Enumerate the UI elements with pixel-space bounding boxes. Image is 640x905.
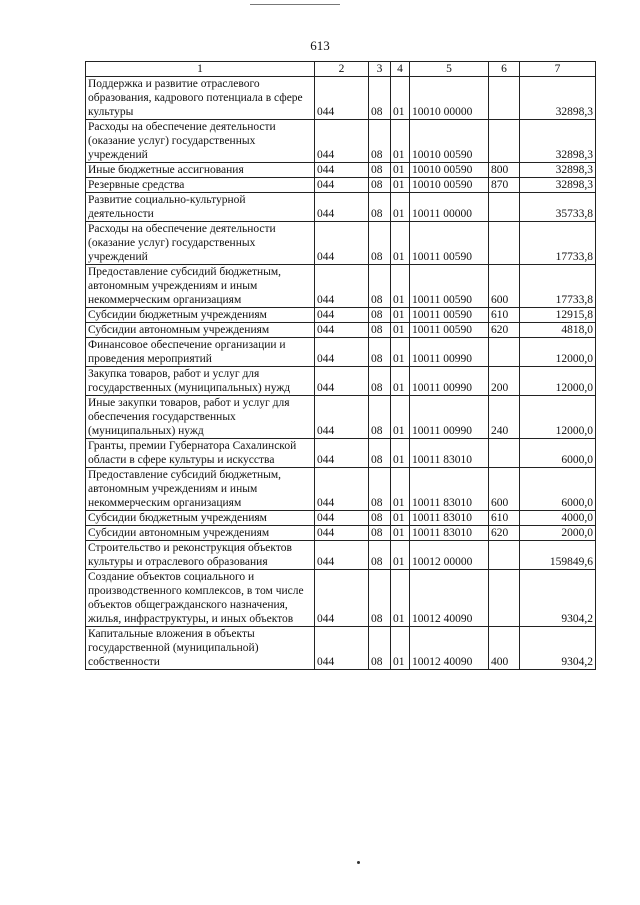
row-col-5: 10010 00000 <box>410 77 489 120</box>
row-col-3: 08 <box>369 468 391 511</box>
row-col-6: 600 <box>489 265 520 308</box>
row-col-6 <box>489 570 520 627</box>
row-col-6 <box>489 77 520 120</box>
table-row <box>86 120 596 163</box>
row-col-3: 08 <box>369 178 391 193</box>
row-amount: 35733,8 <box>520 193 596 222</box>
table-row <box>86 627 596 670</box>
row-col-6 <box>489 120 520 163</box>
row-col-2: 044 <box>315 570 369 627</box>
row-col-3: 08 <box>369 265 391 308</box>
row-col-6 <box>489 439 520 468</box>
row-col-4: 01 <box>391 178 410 193</box>
table-row <box>86 265 596 308</box>
row-col-3: 08 <box>369 627 391 670</box>
row-amount: 4000,0 <box>520 511 596 526</box>
row-col-5: 10010 00590 <box>410 178 489 193</box>
row-col-5: 10011 00590 <box>410 265 489 308</box>
row-col-2: 044 <box>315 163 369 178</box>
row-amount: 32898,3 <box>520 163 596 178</box>
row-col-3: 08 <box>369 77 391 120</box>
row-col-4: 01 <box>391 396 410 439</box>
row-col-3: 08 <box>369 367 391 396</box>
row-col-6 <box>489 222 520 265</box>
header-col-2: 2 <box>315 62 369 77</box>
row-amount: 12000,0 <box>520 338 596 367</box>
row-col-4: 01 <box>391 570 410 627</box>
row-amount: 6000,0 <box>520 468 596 511</box>
row-col-2: 044 <box>315 367 369 396</box>
row-name: Капитальные вложения в объекты государственной (муниципальной) собственности <box>86 627 315 670</box>
row-col-4: 01 <box>391 627 410 670</box>
row-col-2: 044 <box>315 308 369 323</box>
row-name: Расходы на обеспечение деятельности (оказание услуг) государственных учреждений <box>86 120 315 163</box>
row-amount: 17733,8 <box>520 265 596 308</box>
table-row <box>86 178 596 193</box>
row-col-3: 08 <box>369 338 391 367</box>
row-col-6 <box>489 338 520 367</box>
row-col-2: 044 <box>315 541 369 570</box>
scan-dot <box>357 861 360 864</box>
row-col-2: 044 <box>315 265 369 308</box>
row-col-6: 620 <box>489 323 520 338</box>
row-col-2: 044 <box>315 627 369 670</box>
row-col-6: 800 <box>489 163 520 178</box>
table-row <box>86 77 596 120</box>
row-col-5: 10011 83010 <box>410 511 489 526</box>
table-row <box>86 308 596 323</box>
header-col-3: 3 <box>369 62 391 77</box>
row-name: Предоставление субсидий бюджетным, автономным учреждениям и иным некоммерческим организациям <box>86 468 315 511</box>
row-amount: 12000,0 <box>520 367 596 396</box>
row-name: Гранты, премии Губернатора Сахалинской области в сфере культуры и искусства <box>86 439 315 468</box>
row-col-2: 044 <box>315 178 369 193</box>
row-amount: 12915,8 <box>520 308 596 323</box>
row-col-2: 044 <box>315 511 369 526</box>
table-row <box>86 222 596 265</box>
row-col-3: 08 <box>369 323 391 338</box>
row-col-5: 10011 00590 <box>410 323 489 338</box>
row-col-5: 10010 00590 <box>410 163 489 178</box>
row-amount: 6000,0 <box>520 439 596 468</box>
row-amount: 9304,2 <box>520 570 596 627</box>
row-col-6: 620 <box>489 526 520 541</box>
top-edge-mark <box>250 0 340 5</box>
row-col-2: 044 <box>315 120 369 163</box>
row-col-5: 10011 00590 <box>410 308 489 323</box>
row-amount: 32898,3 <box>520 178 596 193</box>
header-row <box>86 62 596 77</box>
row-col-4: 01 <box>391 193 410 222</box>
row-col-4: 01 <box>391 265 410 308</box>
row-name: Субсидии бюджетным учреждениям <box>86 511 315 526</box>
row-amount: 32898,3 <box>520 77 596 120</box>
row-amount: 12000,0 <box>520 396 596 439</box>
row-col-3: 08 <box>369 541 391 570</box>
row-name: Закупка товаров, работ и услуг для государственных (муниципальных) нужд <box>86 367 315 396</box>
row-col-5: 10010 00590 <box>410 120 489 163</box>
table-row <box>86 439 596 468</box>
row-col-2: 044 <box>315 323 369 338</box>
row-col-4: 01 <box>391 526 410 541</box>
row-col-6: 200 <box>489 367 520 396</box>
row-col-4: 01 <box>391 222 410 265</box>
row-name: Строительство и реконструкция объектов культуры и отраслевого образования <box>86 541 315 570</box>
row-col-3: 08 <box>369 526 391 541</box>
page-number: 613 <box>310 38 330 53</box>
row-col-5: 10011 00590 <box>410 222 489 265</box>
row-col-5: 10011 00990 <box>410 338 489 367</box>
row-col-4: 01 <box>391 367 410 396</box>
row-col-4: 01 <box>391 308 410 323</box>
row-col-2: 044 <box>315 468 369 511</box>
row-col-6: 400 <box>489 627 520 670</box>
row-col-3: 08 <box>369 570 391 627</box>
table-row <box>86 526 596 541</box>
table-row <box>86 323 596 338</box>
row-col-6 <box>489 193 520 222</box>
row-name: Иные закупки товаров, работ и услуг для обеспечения государственных (муниципальных) нужд <box>86 396 315 439</box>
row-name: Создание объектов социального и производственного комплексов, в том числе объектов общегражданского назначения, жилья, инфраструктуры, и иных объектов <box>86 570 315 627</box>
header-col-7: 7 <box>520 62 596 77</box>
row-name: Финансовое обеспечение организации и проведения мероприятий <box>86 338 315 367</box>
row-col-4: 01 <box>391 511 410 526</box>
row-col-5: 10011 83010 <box>410 439 489 468</box>
row-col-6: 870 <box>489 178 520 193</box>
table-row <box>86 396 596 439</box>
row-col-3: 08 <box>369 163 391 178</box>
row-col-5: 10012 40090 <box>410 627 489 670</box>
header-col-6: 6 <box>489 62 520 77</box>
table-row <box>86 367 596 396</box>
row-col-5: 10011 00990 <box>410 396 489 439</box>
row-col-4: 01 <box>391 541 410 570</box>
row-col-5: 10012 00000 <box>410 541 489 570</box>
row-col-3: 08 <box>369 193 391 222</box>
table-row <box>86 468 596 511</box>
row-col-5: 10012 40090 <box>410 570 489 627</box>
row-col-3: 08 <box>369 120 391 163</box>
row-amount: 4818,0 <box>520 323 596 338</box>
row-col-3: 08 <box>369 222 391 265</box>
table-row <box>86 570 596 627</box>
row-col-6: 240 <box>489 396 520 439</box>
row-name: Субсидии автономным учреждениям <box>86 323 315 338</box>
row-col-4: 01 <box>391 338 410 367</box>
row-col-5: 10011 00990 <box>410 367 489 396</box>
row-col-3: 08 <box>369 396 391 439</box>
header-col-5: 5 <box>410 62 489 77</box>
row-col-2: 044 <box>315 222 369 265</box>
row-amount: 17733,8 <box>520 222 596 265</box>
row-col-5: 10011 83010 <box>410 526 489 541</box>
row-name: Субсидии бюджетным учреждениям <box>86 308 315 323</box>
row-col-4: 01 <box>391 323 410 338</box>
row-col-5: 10011 00000 <box>410 193 489 222</box>
row-amount: 9304,2 <box>520 627 596 670</box>
row-col-6: 610 <box>489 511 520 526</box>
row-name: Субсидии автономным учреждениям <box>86 526 315 541</box>
row-col-4: 01 <box>391 468 410 511</box>
row-col-4: 01 <box>391 120 410 163</box>
row-col-6: 610 <box>489 308 520 323</box>
table-row <box>86 541 596 570</box>
row-name: Развитие социально-культурной деятельности <box>86 193 315 222</box>
row-col-2: 044 <box>315 526 369 541</box>
row-col-4: 01 <box>391 163 410 178</box>
header-col-1: 1 <box>86 62 315 77</box>
row-col-6 <box>489 541 520 570</box>
row-col-2: 044 <box>315 396 369 439</box>
row-name: Предоставление субсидий бюджетным, автономным учреждениям и иным некоммерческим организациям <box>86 265 315 308</box>
row-amount: 2000,0 <box>520 526 596 541</box>
row-amount: 32898,3 <box>520 120 596 163</box>
row-col-5: 10011 83010 <box>410 468 489 511</box>
row-name: Поддержка и развитие отраслевого образования, кадрового потенциала в сфере культуры <box>86 77 315 120</box>
row-name: Иные бюджетные ассигнования <box>86 163 315 178</box>
row-col-2: 044 <box>315 193 369 222</box>
row-col-2: 044 <box>315 439 369 468</box>
table-row <box>86 338 596 367</box>
row-col-2: 044 <box>315 77 369 120</box>
table-body <box>86 77 596 670</box>
header-col-4: 4 <box>391 62 410 77</box>
row-col-6: 600 <box>489 468 520 511</box>
row-col-4: 01 <box>391 77 410 120</box>
table-row <box>86 511 596 526</box>
row-col-3: 08 <box>369 308 391 323</box>
table-row <box>86 163 596 178</box>
row-col-3: 08 <box>369 439 391 468</box>
row-col-3: 08 <box>369 511 391 526</box>
row-col-4: 01 <box>391 439 410 468</box>
row-amount: 159849,6 <box>520 541 596 570</box>
row-col-2: 044 <box>315 338 369 367</box>
budget-table <box>85 61 596 670</box>
row-name: Резервные средства <box>86 178 315 193</box>
table-row <box>86 193 596 222</box>
row-name: Расходы на обеспечение деятельности (оказание услуг) государственных учреждений <box>86 222 315 265</box>
